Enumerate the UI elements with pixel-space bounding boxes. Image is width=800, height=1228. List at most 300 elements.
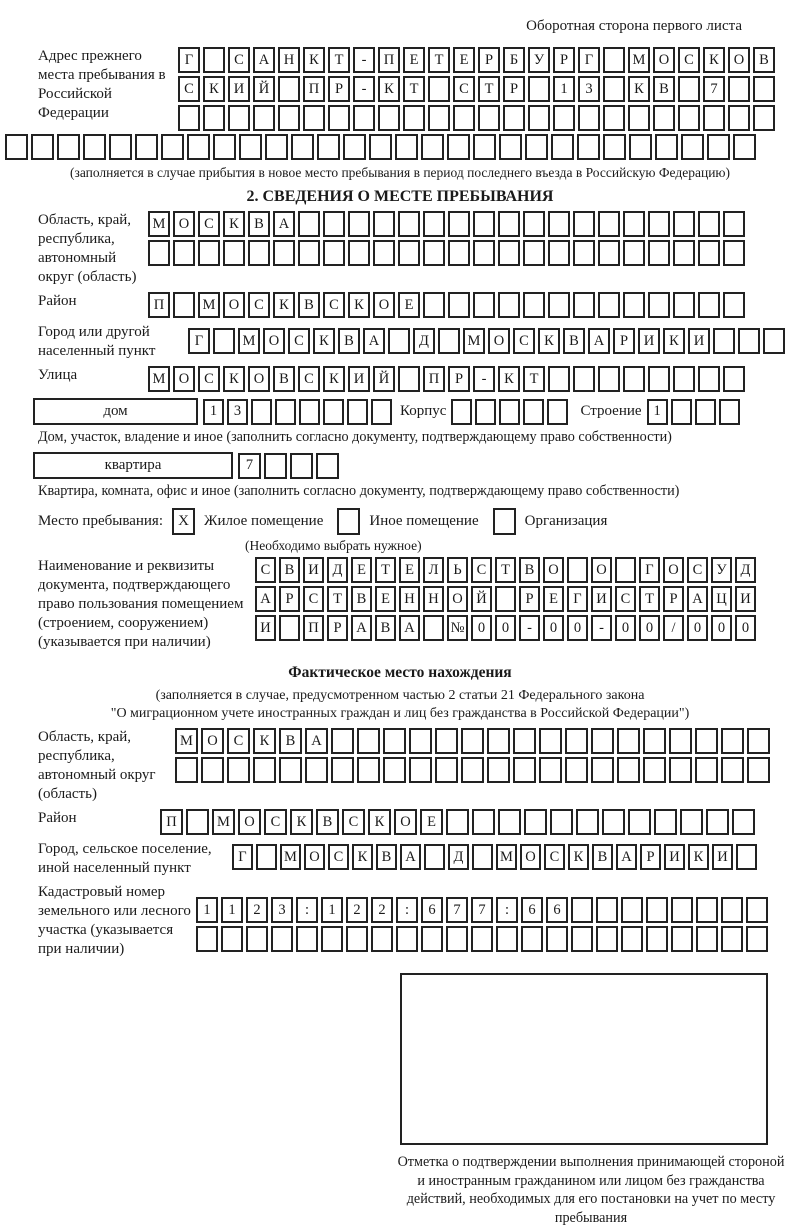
char-cell[interactable] (161, 134, 184, 160)
char-cell[interactable] (446, 809, 469, 835)
char-cell[interactable] (525, 134, 548, 160)
char-cell[interactable]: Е (398, 292, 420, 318)
char-cell[interactable] (680, 809, 703, 835)
char-cell[interactable]: 1 (647, 399, 668, 425)
char-cell[interactable]: А (588, 328, 610, 354)
char-cell[interactable] (763, 328, 785, 354)
char-cell[interactable]: 7 (471, 897, 493, 923)
char-cell[interactable]: М (175, 728, 198, 754)
char-cell[interactable] (421, 134, 444, 160)
char-cell[interactable] (323, 399, 344, 425)
char-cell[interactable] (591, 728, 614, 754)
char-cell[interactable] (503, 105, 525, 131)
char-cell[interactable] (409, 757, 432, 783)
char-cell[interactable] (487, 757, 510, 783)
char-cell[interactable]: И (688, 328, 710, 354)
char-cell[interactable]: Р (328, 76, 350, 102)
char-cell[interactable]: С (178, 76, 200, 102)
char-cell[interactable] (398, 366, 420, 392)
char-cell[interactable] (673, 211, 695, 237)
char-cell[interactable] (223, 240, 245, 266)
char-cell[interactable] (623, 211, 645, 237)
char-cell[interactable]: К (663, 328, 685, 354)
char-cell[interactable] (221, 926, 243, 952)
char-cell[interactable] (135, 134, 158, 160)
char-cell[interactable]: Р (279, 586, 300, 612)
char-cell[interactable]: И (348, 366, 370, 392)
char-cell[interactable] (398, 240, 420, 266)
char-cell[interactable]: - (591, 615, 612, 641)
char-cell[interactable]: Б (503, 47, 525, 73)
char-cell[interactable]: 2 (371, 897, 393, 923)
char-cell[interactable] (498, 211, 520, 237)
char-cell[interactable] (548, 292, 570, 318)
char-cell[interactable] (598, 211, 620, 237)
char-cell[interactable] (539, 728, 562, 754)
char-cell[interactable] (348, 240, 370, 266)
char-cell[interactable]: М (148, 366, 170, 392)
char-cell[interactable]: № (447, 615, 468, 641)
char-cell[interactable] (448, 292, 470, 318)
char-cell[interactable]: К (352, 844, 373, 870)
char-cell[interactable] (678, 76, 700, 102)
char-cell[interactable] (448, 211, 470, 237)
char-cell[interactable]: 3 (271, 897, 293, 923)
char-cell[interactable] (298, 211, 320, 237)
char-cell[interactable]: 0 (471, 615, 492, 641)
char-cell[interactable]: 0 (711, 615, 732, 641)
char-cell[interactable] (733, 134, 756, 160)
char-cell[interactable]: С (342, 809, 365, 835)
char-cell[interactable]: В (592, 844, 613, 870)
char-cell[interactable]: М (496, 844, 517, 870)
char-cell[interactable] (721, 757, 744, 783)
char-cell[interactable] (383, 728, 406, 754)
char-cell[interactable] (728, 105, 750, 131)
char-cell[interactable] (723, 211, 745, 237)
char-cell[interactable]: Е (375, 586, 396, 612)
char-cell[interactable] (453, 105, 475, 131)
char-cell[interactable] (598, 240, 620, 266)
char-cell[interactable] (299, 399, 320, 425)
char-cell[interactable] (673, 292, 695, 318)
char-cell[interactable] (628, 105, 650, 131)
char-cell[interactable] (447, 134, 470, 160)
char-cell[interactable] (524, 809, 547, 835)
char-cell[interactable]: В (316, 809, 339, 835)
char-cell[interactable] (648, 240, 670, 266)
char-cell[interactable] (446, 926, 468, 952)
char-cell[interactable] (573, 211, 595, 237)
char-cell[interactable] (478, 105, 500, 131)
char-cell[interactable] (565, 757, 588, 783)
char-cell[interactable] (373, 240, 395, 266)
char-cell[interactable] (495, 586, 516, 612)
char-cell[interactable]: С (255, 557, 276, 583)
char-cell[interactable] (227, 757, 250, 783)
char-cell[interactable] (178, 105, 200, 131)
char-cell[interactable] (435, 728, 458, 754)
char-cell[interactable] (553, 105, 575, 131)
char-cell[interactable]: О (728, 47, 750, 73)
char-cell[interactable] (695, 399, 716, 425)
char-cell[interactable] (471, 926, 493, 952)
char-cell[interactable] (719, 399, 740, 425)
char-cell[interactable]: 1 (221, 897, 243, 923)
char-cell[interactable] (57, 134, 80, 160)
char-cell[interactable] (603, 76, 625, 102)
char-cell[interactable]: А (273, 211, 295, 237)
char-cell[interactable]: И (228, 76, 250, 102)
char-cell[interactable] (723, 240, 745, 266)
char-cell[interactable]: О (373, 292, 395, 318)
char-cell[interactable] (256, 844, 277, 870)
char-cell[interactable]: Т (478, 76, 500, 102)
char-cell[interactable]: С (328, 844, 349, 870)
char-cell[interactable] (548, 211, 570, 237)
char-cell[interactable]: / (663, 615, 684, 641)
char-cell[interactable] (643, 757, 666, 783)
char-cell[interactable] (567, 557, 588, 583)
char-cell[interactable] (278, 105, 300, 131)
char-cell[interactable]: 0 (735, 615, 756, 641)
char-cell[interactable]: О (248, 366, 270, 392)
char-cell[interactable] (698, 240, 720, 266)
char-cell[interactable] (523, 399, 544, 425)
char-cell[interactable] (473, 134, 496, 160)
char-cell[interactable]: П (160, 809, 183, 835)
char-cell[interactable]: К (313, 328, 335, 354)
char-cell[interactable] (246, 926, 268, 952)
char-cell[interactable]: - (353, 47, 375, 73)
char-cell[interactable] (573, 366, 595, 392)
char-cell[interactable] (728, 76, 750, 102)
char-cell[interactable] (369, 134, 392, 160)
char-cell[interactable] (213, 134, 236, 160)
char-cell[interactable]: 6 (421, 897, 443, 923)
char-cell[interactable]: И (664, 844, 685, 870)
char-cell[interactable] (273, 240, 295, 266)
char-cell[interactable] (371, 399, 392, 425)
char-cell[interactable] (396, 926, 418, 952)
char-cell[interactable] (203, 47, 225, 73)
char-cell[interactable]: П (148, 292, 170, 318)
char-cell[interactable]: Р (553, 47, 575, 73)
char-cell[interactable] (678, 105, 700, 131)
char-cell[interactable] (290, 453, 313, 479)
char-cell[interactable]: С (298, 366, 320, 392)
char-cell[interactable]: Р (503, 76, 525, 102)
char-cell[interactable] (348, 211, 370, 237)
char-cell[interactable]: О (263, 328, 285, 354)
char-cell[interactable] (629, 134, 652, 160)
char-cell[interactable] (291, 134, 314, 160)
char-cell[interactable] (669, 728, 692, 754)
char-cell[interactable] (395, 134, 418, 160)
char-cell[interactable] (317, 134, 340, 160)
char-cell[interactable]: Р (640, 844, 661, 870)
char-cell[interactable] (316, 453, 339, 479)
char-cell[interactable]: 7 (238, 453, 261, 479)
char-cell[interactable] (498, 809, 521, 835)
char-cell[interactable]: 6 (546, 897, 568, 923)
char-cell[interactable]: О (653, 47, 675, 73)
char-cell[interactable] (603, 47, 625, 73)
char-cell[interactable]: Й (373, 366, 395, 392)
char-cell[interactable]: Й (253, 76, 275, 102)
char-cell[interactable] (378, 105, 400, 131)
char-cell[interactable]: В (375, 615, 396, 641)
char-cell[interactable]: В (519, 557, 540, 583)
char-cell[interactable] (109, 134, 132, 160)
char-cell[interactable] (271, 926, 293, 952)
char-cell[interactable] (278, 76, 300, 102)
char-cell[interactable] (696, 926, 718, 952)
char-cell[interactable]: 1 (196, 897, 218, 923)
char-cell[interactable] (213, 328, 235, 354)
char-cell[interactable]: П (303, 615, 324, 641)
char-cell[interactable] (578, 105, 600, 131)
char-cell[interactable] (548, 240, 570, 266)
char-cell[interactable]: В (376, 844, 397, 870)
char-cell[interactable] (655, 134, 678, 160)
char-cell[interactable] (617, 757, 640, 783)
char-cell[interactable] (173, 292, 195, 318)
char-cell[interactable]: Е (543, 586, 564, 612)
char-cell[interactable]: - (473, 366, 495, 392)
char-cell[interactable] (275, 399, 296, 425)
char-cell[interactable] (428, 105, 450, 131)
char-cell[interactable]: И (591, 586, 612, 612)
char-cell[interactable] (513, 757, 536, 783)
char-cell[interactable] (83, 134, 106, 160)
char-cell[interactable] (576, 809, 599, 835)
char-cell[interactable]: Д (413, 328, 435, 354)
char-cell[interactable]: В (273, 366, 295, 392)
char-cell[interactable] (746, 897, 768, 923)
char-cell[interactable]: 2 (246, 897, 268, 923)
char-cell[interactable] (617, 728, 640, 754)
char-cell[interactable]: О (201, 728, 224, 754)
char-cell[interactable] (323, 211, 345, 237)
char-cell[interactable]: С (228, 47, 250, 73)
char-cell[interactable] (523, 240, 545, 266)
char-cell[interactable]: К (223, 211, 245, 237)
char-cell[interactable] (648, 211, 670, 237)
char-cell[interactable]: 1 (203, 399, 224, 425)
char-cell[interactable]: Д (327, 557, 348, 583)
char-cell[interactable]: : (496, 897, 518, 923)
char-cell[interactable]: С (264, 809, 287, 835)
char-cell[interactable]: Ц (711, 586, 732, 612)
char-cell[interactable]: К (323, 366, 345, 392)
char-cell[interactable]: А (253, 47, 275, 73)
char-cell[interactable]: У (528, 47, 550, 73)
char-cell[interactable]: Г (567, 586, 588, 612)
char-cell[interactable] (279, 615, 300, 641)
char-cell[interactable] (621, 897, 643, 923)
char-cell[interactable]: 0 (567, 615, 588, 641)
char-cell[interactable]: О (304, 844, 325, 870)
char-cell[interactable]: В (279, 728, 302, 754)
char-cell[interactable]: А (351, 615, 372, 641)
char-cell[interactable]: Р (478, 47, 500, 73)
char-cell[interactable]: С (544, 844, 565, 870)
char-cell[interactable] (346, 926, 368, 952)
char-cell[interactable]: В (653, 76, 675, 102)
char-cell[interactable]: О (238, 809, 261, 835)
char-cell[interactable]: А (616, 844, 637, 870)
char-cell[interactable] (698, 292, 720, 318)
char-cell[interactable] (186, 809, 209, 835)
char-cell[interactable]: С (227, 728, 250, 754)
char-cell[interactable] (573, 292, 595, 318)
char-cell[interactable]: 6 (521, 897, 543, 923)
char-cell[interactable] (738, 328, 760, 354)
char-cell[interactable]: 0 (639, 615, 660, 641)
char-cell[interactable] (623, 240, 645, 266)
char-cell[interactable] (551, 134, 574, 160)
char-cell[interactable]: К (253, 728, 276, 754)
char-cell[interactable]: П (303, 76, 325, 102)
char-cell[interactable]: О (447, 586, 468, 612)
char-cell[interactable]: Л (423, 557, 444, 583)
char-cell[interactable]: Р (327, 615, 348, 641)
char-cell[interactable]: П (423, 366, 445, 392)
char-cell[interactable] (187, 134, 210, 160)
char-cell[interactable]: К (378, 76, 400, 102)
char-cell[interactable]: К (568, 844, 589, 870)
char-cell[interactable]: И (255, 615, 276, 641)
char-cell[interactable]: 0 (687, 615, 708, 641)
char-cell[interactable]: Т (639, 586, 660, 612)
char-cell[interactable] (673, 240, 695, 266)
char-cell[interactable]: : (296, 897, 318, 923)
char-cell[interactable] (654, 809, 677, 835)
char-cell[interactable] (736, 844, 757, 870)
char-cell[interactable]: В (338, 328, 360, 354)
char-cell[interactable] (615, 557, 636, 583)
char-cell[interactable] (577, 134, 600, 160)
char-cell[interactable] (603, 134, 626, 160)
char-cell[interactable]: А (400, 844, 421, 870)
char-cell[interactable] (298, 240, 320, 266)
char-cell[interactable] (528, 76, 550, 102)
char-cell[interactable]: В (351, 586, 372, 612)
char-cell[interactable] (721, 926, 743, 952)
char-cell[interactable] (498, 292, 520, 318)
char-cell[interactable] (383, 757, 406, 783)
char-cell[interactable] (435, 757, 458, 783)
char-cell[interactable]: М (198, 292, 220, 318)
char-cell[interactable]: - (519, 615, 540, 641)
char-cell[interactable] (473, 240, 495, 266)
char-cell[interactable] (753, 76, 775, 102)
char-cell[interactable]: М (463, 328, 485, 354)
char-cell[interactable]: Т (403, 76, 425, 102)
char-cell[interactable]: К (348, 292, 370, 318)
char-cell[interactable] (498, 240, 520, 266)
char-cell[interactable] (264, 453, 287, 479)
char-cell[interactable] (31, 134, 54, 160)
char-cell[interactable] (461, 757, 484, 783)
char-cell[interactable]: О (591, 557, 612, 583)
char-cell[interactable] (357, 757, 380, 783)
char-cell[interactable]: 1 (553, 76, 575, 102)
char-cell[interactable] (398, 211, 420, 237)
checkbox-other-premise[interactable] (337, 508, 360, 535)
char-cell[interactable]: М (148, 211, 170, 237)
char-cell[interactable]: В (563, 328, 585, 354)
char-cell[interactable] (305, 757, 328, 783)
char-cell[interactable]: Е (453, 47, 475, 73)
char-cell[interactable] (473, 292, 495, 318)
char-cell[interactable]: К (223, 366, 245, 392)
char-cell[interactable]: Т (375, 557, 396, 583)
char-cell[interactable] (648, 292, 670, 318)
char-cell[interactable] (621, 926, 643, 952)
char-cell[interactable]: М (212, 809, 235, 835)
char-cell[interactable] (671, 399, 692, 425)
char-cell[interactable] (732, 809, 755, 835)
char-cell[interactable] (448, 240, 470, 266)
char-cell[interactable] (721, 728, 744, 754)
char-cell[interactable] (646, 897, 668, 923)
char-cell[interactable] (673, 366, 695, 392)
char-cell[interactable] (253, 757, 276, 783)
char-cell[interactable]: К (290, 809, 313, 835)
char-cell[interactable] (747, 728, 770, 754)
char-cell[interactable] (423, 240, 445, 266)
char-cell[interactable] (696, 897, 718, 923)
char-cell[interactable] (565, 728, 588, 754)
char-cell[interactable] (695, 728, 718, 754)
char-cell[interactable] (671, 897, 693, 923)
char-cell[interactable] (528, 105, 550, 131)
char-cell[interactable] (571, 897, 593, 923)
char-cell[interactable] (596, 897, 618, 923)
char-cell[interactable]: О (394, 809, 417, 835)
char-cell[interactable]: 0 (615, 615, 636, 641)
char-cell[interactable]: Р (519, 586, 540, 612)
char-cell[interactable] (653, 105, 675, 131)
char-cell[interactable] (746, 926, 768, 952)
char-cell[interactable] (203, 105, 225, 131)
char-cell[interactable]: И (735, 586, 756, 612)
char-cell[interactable] (713, 328, 735, 354)
char-cell[interactable] (669, 757, 692, 783)
char-cell[interactable] (603, 105, 625, 131)
char-cell[interactable]: О (223, 292, 245, 318)
char-cell[interactable] (646, 926, 668, 952)
char-cell[interactable]: П (378, 47, 400, 73)
char-cell[interactable] (473, 211, 495, 237)
char-cell[interactable]: О (663, 557, 684, 583)
char-cell[interactable] (706, 809, 729, 835)
char-cell[interactable] (357, 728, 380, 754)
char-cell[interactable]: С (303, 586, 324, 612)
char-cell[interactable]: В (753, 47, 775, 73)
char-cell[interactable] (723, 366, 745, 392)
char-cell[interactable]: А (255, 586, 276, 612)
char-cell[interactable] (571, 926, 593, 952)
char-cell[interactable]: 0 (543, 615, 564, 641)
char-cell[interactable] (546, 926, 568, 952)
char-cell[interactable]: Н (278, 47, 300, 73)
char-cell[interactable] (695, 757, 718, 783)
char-cell[interactable] (198, 240, 220, 266)
char-cell[interactable]: К (538, 328, 560, 354)
